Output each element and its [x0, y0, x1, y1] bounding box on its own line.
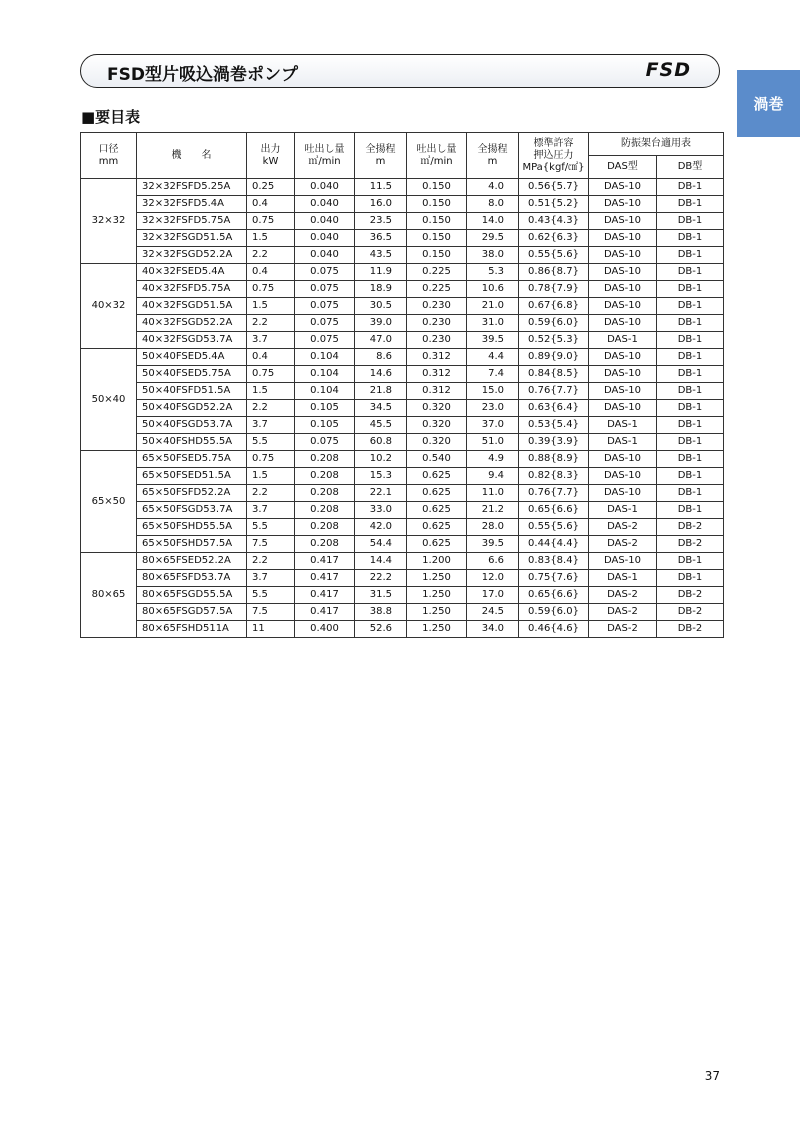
- table-row: [81, 247, 724, 264]
- head-1-cell: 8.6: [355, 349, 407, 366]
- spec-table-body: [81, 179, 724, 638]
- model-cell: 65×50FSED51.5A: [137, 468, 247, 485]
- discharge-1-cell: 0.040: [295, 230, 355, 247]
- discharge-1-cell: 0.417: [295, 587, 355, 604]
- head-2-cell: 11.0: [467, 485, 519, 502]
- discharge-1-cell: 0.104: [295, 349, 355, 366]
- discharge-2-cell: 0.625: [407, 485, 467, 502]
- head-1-cell: 34.5: [355, 400, 407, 417]
- head-1-cell: 30.5: [355, 298, 407, 315]
- table-row: [81, 332, 724, 349]
- model-cell: 32×32FSFD5.4A: [137, 196, 247, 213]
- table-row: [81, 400, 724, 417]
- das-cell: DAS-10: [589, 400, 657, 417]
- pressure-cell: 0.76{7.7}: [519, 383, 589, 400]
- pressure-cell: 0.89{9.0}: [519, 349, 589, 366]
- discharge-1-cell: 0.105: [295, 400, 355, 417]
- head-1-cell: 36.5: [355, 230, 407, 247]
- head-2-cell: 21.0: [467, 298, 519, 315]
- discharge-2-cell: 1.250: [407, 587, 467, 604]
- discharge-2-cell: 0.230: [407, 298, 467, 315]
- das-cell: DAS-2: [589, 621, 657, 638]
- pressure-cell: 0.55{5.6}: [519, 519, 589, 536]
- head-1-cell: 11.9: [355, 264, 407, 281]
- db-cell: DB-1: [657, 247, 724, 264]
- table-row: [81, 315, 724, 332]
- head-2-cell: 5.3: [467, 264, 519, 281]
- output-cell: 0.75: [247, 366, 295, 383]
- discharge-1-cell: 0.075: [295, 315, 355, 332]
- header-diameter: 口径 mm: [81, 133, 137, 179]
- model-cell: 50×40FSHD55.5A: [137, 434, 247, 451]
- model-cell: 40×32FSED5.4A: [137, 264, 247, 281]
- discharge-2-cell: 1.200: [407, 553, 467, 570]
- header-model: 機 名: [137, 133, 247, 179]
- output-cell: 5.5: [247, 587, 295, 604]
- db-cell: DB-1: [657, 179, 724, 196]
- pressure-cell: 0.76{7.7}: [519, 485, 589, 502]
- db-cell: DB-1: [657, 553, 724, 570]
- discharge-2-cell: 1.250: [407, 621, 467, 638]
- das-cell: DAS-10: [589, 298, 657, 315]
- db-cell: DB-1: [657, 570, 724, 587]
- head-1-cell: 42.0: [355, 519, 407, 536]
- header-discharge-1: 吐出し量 ㎥/min: [295, 133, 355, 179]
- head-1-cell: 23.5: [355, 213, 407, 230]
- db-cell: DB-1: [657, 315, 724, 332]
- model-cell: 32×32FSGD52.2A: [137, 247, 247, 264]
- das-cell: DAS-1: [589, 570, 657, 587]
- db-cell: DB-1: [657, 468, 724, 485]
- db-cell: DB-1: [657, 264, 724, 281]
- head-2-cell: 29.5: [467, 230, 519, 247]
- model-cell: 65×50FSED5.75A: [137, 451, 247, 468]
- diameter-cell: 32×32: [81, 179, 137, 264]
- header-head-2: 全揚程 m: [467, 133, 519, 179]
- output-cell: 3.7: [247, 502, 295, 519]
- head-1-cell: 16.0: [355, 196, 407, 213]
- db-cell: DB-1: [657, 383, 724, 400]
- discharge-1-cell: 0.417: [295, 553, 355, 570]
- header-vibration-mount: 防振架台適用表: [589, 133, 724, 156]
- diameter-cell: 50×40: [81, 349, 137, 451]
- das-cell: DAS-1: [589, 417, 657, 434]
- output-cell: 3.7: [247, 332, 295, 349]
- das-cell: DAS-10: [589, 213, 657, 230]
- discharge-2-cell: 0.625: [407, 502, 467, 519]
- db-cell: DB-1: [657, 400, 724, 417]
- head-2-cell: 39.5: [467, 332, 519, 349]
- das-cell: DAS-2: [589, 587, 657, 604]
- head-2-cell: 31.0: [467, 315, 519, 332]
- db-cell: DB-1: [657, 485, 724, 502]
- pressure-cell: 0.65{6.6}: [519, 587, 589, 604]
- output-cell: 0.25: [247, 179, 295, 196]
- model-cell: 80×65FSHD511A: [137, 621, 247, 638]
- das-cell: DAS-10: [589, 485, 657, 502]
- db-cell: DB-1: [657, 502, 724, 519]
- discharge-2-cell: 0.320: [407, 400, 467, 417]
- discharge-2-cell: 0.230: [407, 315, 467, 332]
- discharge-1-cell: 0.417: [295, 570, 355, 587]
- table-row: [81, 621, 724, 638]
- discharge-2-cell: 0.320: [407, 434, 467, 451]
- discharge-1-cell: 0.040: [295, 213, 355, 230]
- pressure-cell: 0.82{8.3}: [519, 468, 589, 485]
- pressure-cell: 0.55{5.6}: [519, 247, 589, 264]
- pressure-cell: 0.88{8.9}: [519, 451, 589, 468]
- table-row: [81, 536, 724, 553]
- db-cell: DB-1: [657, 434, 724, 451]
- discharge-2-cell: 0.150: [407, 230, 467, 247]
- discharge-2-cell: 0.225: [407, 264, 467, 281]
- pressure-cell: 0.43{4.3}: [519, 213, 589, 230]
- das-cell: DAS-1: [589, 502, 657, 519]
- discharge-2-cell: 0.312: [407, 383, 467, 400]
- discharge-1-cell: 0.040: [295, 247, 355, 264]
- discharge-2-cell: 0.540: [407, 451, 467, 468]
- model-cell: 50×40FSED5.75A: [137, 366, 247, 383]
- output-cell: 2.2: [247, 247, 295, 264]
- pressure-cell: 0.84{8.5}: [519, 366, 589, 383]
- series-code: FSD: [645, 59, 691, 81]
- model-cell: 40×32FSFD5.75A: [137, 281, 247, 298]
- diameter-cell: 40×32: [81, 264, 137, 349]
- discharge-2-cell: 0.150: [407, 179, 467, 196]
- model-cell: 50×40FSED5.4A: [137, 349, 247, 366]
- discharge-1-cell: 0.040: [295, 196, 355, 213]
- head-2-cell: 51.0: [467, 434, 519, 451]
- output-cell: 2.2: [247, 553, 295, 570]
- discharge-1-cell: 0.075: [295, 298, 355, 315]
- db-cell: DB-2: [657, 621, 724, 638]
- model-cell: 65×50FSHD57.5A: [137, 536, 247, 553]
- model-cell: 32×32FSGD51.5A: [137, 230, 247, 247]
- discharge-1-cell: 0.104: [295, 366, 355, 383]
- output-cell: 0.75: [247, 213, 295, 230]
- das-cell: DAS-10: [589, 366, 657, 383]
- das-cell: DAS-2: [589, 604, 657, 621]
- pressure-cell: 0.51{5.2}: [519, 196, 589, 213]
- head-1-cell: 39.0: [355, 315, 407, 332]
- model-cell: 32×32FSFD5.25A: [137, 179, 247, 196]
- model-cell: 32×32FSFD5.75A: [137, 213, 247, 230]
- discharge-1-cell: 0.208: [295, 519, 355, 536]
- output-cell: 5.5: [247, 519, 295, 536]
- discharge-1-cell: 0.075: [295, 264, 355, 281]
- table-row: [81, 570, 724, 587]
- discharge-1-cell: 0.104: [295, 383, 355, 400]
- model-cell: 50×40FSFD51.5A: [137, 383, 247, 400]
- head-2-cell: 10.6: [467, 281, 519, 298]
- output-cell: 2.2: [247, 485, 295, 502]
- table-row: [81, 196, 724, 213]
- db-cell: DB-1: [657, 332, 724, 349]
- head-2-cell: 12.0: [467, 570, 519, 587]
- pressure-cell: 0.53{5.4}: [519, 417, 589, 434]
- discharge-2-cell: 0.225: [407, 281, 467, 298]
- output-cell: 2.2: [247, 315, 295, 332]
- head-2-cell: 17.0: [467, 587, 519, 604]
- head-1-cell: 14.4: [355, 553, 407, 570]
- output-cell: 1.5: [247, 468, 295, 485]
- das-cell: DAS-10: [589, 196, 657, 213]
- db-cell: DB-2: [657, 536, 724, 553]
- table-row: [81, 298, 724, 315]
- output-cell: 0.75: [247, 281, 295, 298]
- output-cell: 7.5: [247, 604, 295, 621]
- head-2-cell: 37.0: [467, 417, 519, 434]
- output-cell: 5.5: [247, 434, 295, 451]
- pressure-cell: 0.56{5.7}: [519, 179, 589, 196]
- discharge-1-cell: 0.040: [295, 179, 355, 196]
- head-2-cell: 4.9: [467, 451, 519, 468]
- db-cell: DB-1: [657, 281, 724, 298]
- head-2-cell: 23.0: [467, 400, 519, 417]
- db-cell: DB-2: [657, 519, 724, 536]
- head-2-cell: 14.0: [467, 213, 519, 230]
- model-cell: 40×32FSGD52.2A: [137, 315, 247, 332]
- head-1-cell: 11.5: [355, 179, 407, 196]
- head-2-cell: 39.5: [467, 536, 519, 553]
- pressure-cell: 0.59{6.0}: [519, 315, 589, 332]
- output-cell: 3.7: [247, 417, 295, 434]
- table-row: [81, 604, 724, 621]
- discharge-2-cell: 1.250: [407, 604, 467, 621]
- das-cell: DAS-10: [589, 553, 657, 570]
- model-cell: 50×40FSGD53.7A: [137, 417, 247, 434]
- discharge-2-cell: 0.230: [407, 332, 467, 349]
- section-heading: ■要目表: [81, 108, 141, 126]
- header-head-1: 全揚程 m: [355, 133, 407, 179]
- pressure-cell: 0.52{5.3}: [519, 332, 589, 349]
- discharge-2-cell: 0.320: [407, 417, 467, 434]
- discharge-1-cell: 0.075: [295, 434, 355, 451]
- head-2-cell: 28.0: [467, 519, 519, 536]
- table-row: [81, 264, 724, 281]
- head-2-cell: 34.0: [467, 621, 519, 638]
- model-cell: 65×50FSGD53.7A: [137, 502, 247, 519]
- model-cell: 80×65FSGD57.5A: [137, 604, 247, 621]
- discharge-2-cell: 0.625: [407, 468, 467, 485]
- table-row: [81, 468, 724, 485]
- head-1-cell: 15.3: [355, 468, 407, 485]
- head-2-cell: 8.0: [467, 196, 519, 213]
- head-1-cell: 14.6: [355, 366, 407, 383]
- category-tab: 渦巻: [737, 70, 800, 137]
- title-bar: [80, 54, 720, 88]
- model-cell: 40×32FSGD53.7A: [137, 332, 247, 349]
- das-cell: DAS-10: [589, 179, 657, 196]
- discharge-1-cell: 0.075: [295, 281, 355, 298]
- db-cell: DB-1: [657, 196, 724, 213]
- header-output: 出力 kW: [247, 133, 295, 179]
- model-cell: 40×32FSGD51.5A: [137, 298, 247, 315]
- head-1-cell: 43.5: [355, 247, 407, 264]
- table-row: [81, 434, 724, 451]
- db-cell: DB-1: [657, 298, 724, 315]
- output-cell: 0.4: [247, 264, 295, 281]
- output-cell: 3.7: [247, 570, 295, 587]
- db-cell: DB-1: [657, 349, 724, 366]
- output-cell: 2.2: [247, 400, 295, 417]
- discharge-2-cell: 0.625: [407, 536, 467, 553]
- head-2-cell: 6.6: [467, 553, 519, 570]
- das-cell: DAS-10: [589, 468, 657, 485]
- discharge-1-cell: 0.075: [295, 332, 355, 349]
- page-title: FSD型片吸込渦巻ポンプ: [107, 65, 298, 85]
- head-2-cell: 4.4: [467, 349, 519, 366]
- db-cell: DB-1: [657, 230, 724, 247]
- discharge-1-cell: 0.208: [295, 451, 355, 468]
- output-cell: 1.5: [247, 230, 295, 247]
- diameter-cell: 80×65: [81, 553, 137, 638]
- pressure-cell: 0.59{6.0}: [519, 604, 589, 621]
- output-cell: 11: [247, 621, 295, 638]
- table-row: [81, 213, 724, 230]
- table-row: [81, 485, 724, 502]
- table-row: [81, 281, 724, 298]
- discharge-1-cell: 0.105: [295, 417, 355, 434]
- pressure-cell: 0.44{4.4}: [519, 536, 589, 553]
- head-1-cell: 31.5: [355, 587, 407, 604]
- discharge-1-cell: 0.208: [295, 502, 355, 519]
- discharge-2-cell: 0.150: [407, 213, 467, 230]
- das-cell: DAS-2: [589, 536, 657, 553]
- discharge-2-cell: 0.312: [407, 366, 467, 383]
- output-cell: 1.5: [247, 383, 295, 400]
- discharge-2-cell: 0.312: [407, 349, 467, 366]
- head-2-cell: 9.4: [467, 468, 519, 485]
- diameter-cell: 65×50: [81, 451, 137, 553]
- das-cell: DAS-10: [589, 451, 657, 468]
- model-cell: 80×65FSED52.2A: [137, 553, 247, 570]
- table-row: [81, 230, 724, 247]
- head-1-cell: 22.2: [355, 570, 407, 587]
- spec-table: [80, 132, 724, 638]
- discharge-1-cell: 0.400: [295, 621, 355, 638]
- das-cell: DAS-1: [589, 332, 657, 349]
- das-cell: DAS-10: [589, 281, 657, 298]
- pressure-cell: 0.86{8.7}: [519, 264, 589, 281]
- head-1-cell: 54.4: [355, 536, 407, 553]
- head-2-cell: 21.2: [467, 502, 519, 519]
- header-das: DAS型: [589, 156, 657, 179]
- table-row: [81, 349, 724, 366]
- model-cell: 65×50FSFD52.2A: [137, 485, 247, 502]
- db-cell: DB-1: [657, 213, 724, 230]
- table-row: [81, 451, 724, 468]
- table-row: [81, 587, 724, 604]
- das-cell: DAS-10: [589, 230, 657, 247]
- head-2-cell: 38.0: [467, 247, 519, 264]
- table-row: [81, 502, 724, 519]
- head-1-cell: 10.2: [355, 451, 407, 468]
- output-cell: 0.4: [247, 349, 295, 366]
- head-1-cell: 52.6: [355, 621, 407, 638]
- output-cell: 7.5: [247, 536, 295, 553]
- discharge-2-cell: 0.625: [407, 519, 467, 536]
- head-1-cell: 38.8: [355, 604, 407, 621]
- head-1-cell: 45.5: [355, 417, 407, 434]
- das-cell: DAS-2: [589, 519, 657, 536]
- pressure-cell: 0.78{7.9}: [519, 281, 589, 298]
- head-1-cell: 33.0: [355, 502, 407, 519]
- das-cell: DAS-10: [589, 315, 657, 332]
- pressure-cell: 0.65{6.6}: [519, 502, 589, 519]
- head-1-cell: 47.0: [355, 332, 407, 349]
- header-db: DB型: [657, 156, 724, 179]
- model-cell: 65×50FSHD55.5A: [137, 519, 247, 536]
- table-row: [81, 417, 724, 434]
- head-2-cell: 7.4: [467, 366, 519, 383]
- das-cell: DAS-10: [589, 264, 657, 281]
- head-1-cell: 60.8: [355, 434, 407, 451]
- table-row: [81, 179, 724, 196]
- model-cell: 50×40FSGD52.2A: [137, 400, 247, 417]
- pressure-cell: 0.75{7.6}: [519, 570, 589, 587]
- head-2-cell: 15.0: [467, 383, 519, 400]
- das-cell: DAS-10: [589, 247, 657, 264]
- das-cell: DAS-10: [589, 383, 657, 400]
- head-1-cell: 18.9: [355, 281, 407, 298]
- db-cell: DB-2: [657, 604, 724, 621]
- das-cell: DAS-10: [589, 349, 657, 366]
- db-cell: DB-1: [657, 366, 724, 383]
- pressure-cell: 0.83{8.4}: [519, 553, 589, 570]
- discharge-1-cell: 0.208: [295, 536, 355, 553]
- table-row: [81, 383, 724, 400]
- head-1-cell: 22.1: [355, 485, 407, 502]
- discharge-1-cell: 0.208: [295, 468, 355, 485]
- output-cell: 0.4: [247, 196, 295, 213]
- db-cell: DB-2: [657, 587, 724, 604]
- das-cell: DAS-1: [589, 434, 657, 451]
- pressure-cell: 0.63{6.4}: [519, 400, 589, 417]
- model-cell: 80×65FSGD55.5A: [137, 587, 247, 604]
- pressure-cell: 0.39{3.9}: [519, 434, 589, 451]
- discharge-2-cell: 0.150: [407, 196, 467, 213]
- db-cell: DB-1: [657, 417, 724, 434]
- model-cell: 80×65FSFD53.7A: [137, 570, 247, 587]
- head-2-cell: 24.5: [467, 604, 519, 621]
- discharge-1-cell: 0.208: [295, 485, 355, 502]
- output-cell: 0.75: [247, 451, 295, 468]
- pressure-cell: 0.62{6.3}: [519, 230, 589, 247]
- page-number: 37: [704, 1069, 720, 1083]
- db-cell: DB-1: [657, 451, 724, 468]
- table-row: [81, 519, 724, 536]
- pressure-cell: 0.67{6.8}: [519, 298, 589, 315]
- discharge-1-cell: 0.417: [295, 604, 355, 621]
- pressure-cell: 0.46{4.6}: [519, 621, 589, 638]
- head-2-cell: 4.0: [467, 179, 519, 196]
- discharge-2-cell: 0.150: [407, 247, 467, 264]
- discharge-2-cell: 1.250: [407, 570, 467, 587]
- header-discharge-2: 吐出し量 ㎥/min: [407, 133, 467, 179]
- header-pressure: 標準許容 押込圧力 MPa{kgf/㎠}: [519, 133, 589, 179]
- output-cell: 1.5: [247, 298, 295, 315]
- table-row: [81, 366, 724, 383]
- head-1-cell: 21.8: [355, 383, 407, 400]
- table-row: [81, 553, 724, 570]
